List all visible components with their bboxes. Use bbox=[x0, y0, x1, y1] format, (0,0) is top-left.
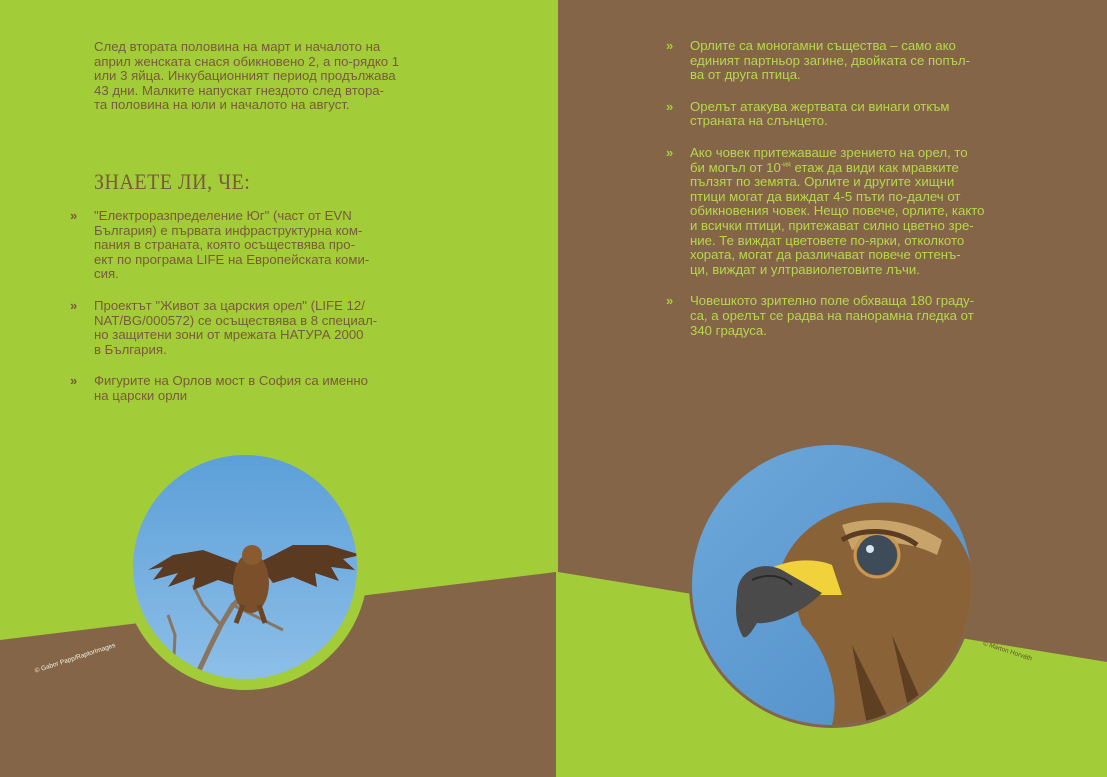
fact-line: сия. bbox=[94, 266, 119, 282]
fact-text: би могъл от 10 bbox=[690, 159, 781, 175]
fact-line: Ако човек притежаваше зрението на орел, то bbox=[690, 144, 968, 160]
right-photo-credit: © Márton Horváth bbox=[981, 640, 1033, 663]
fact-line: България) е първата инфраструктурна ком- bbox=[94, 222, 363, 238]
fact-line: и всички птици, притежават силно цветно зре- bbox=[690, 217, 974, 233]
intro-paragraph bbox=[94, 40, 466, 113]
chevron-right-icon: » bbox=[666, 144, 671, 160]
intro-line: април женската снася обикновено 2, а по-рядко 1 bbox=[94, 53, 400, 69]
fact-line: в България. bbox=[94, 341, 167, 357]
fact-line: ние. Те виждат цветовете по-ярки, отколкото bbox=[690, 232, 965, 248]
eagle-landing-photo bbox=[133, 455, 357, 679]
fact-line: Фигурите на Орлов мост в София са именно bbox=[94, 373, 369, 389]
fact-line: на царски орли bbox=[94, 387, 188, 403]
right-facts-list bbox=[666, 38, 1024, 355]
chevron-right-icon: » bbox=[666, 38, 671, 53]
list-item bbox=[70, 208, 466, 282]
eagle-head-photo bbox=[692, 445, 972, 725]
list-item bbox=[666, 293, 1024, 338]
left-photo-credit: © Gabor Papp/RaptorImages bbox=[34, 641, 117, 675]
intro-line: или 3 яйца. Инкубационният период продължава bbox=[94, 68, 396, 84]
fact-line: хората, могат да различават повече оттенъ- bbox=[690, 247, 961, 263]
fact-line: NAT/BG/000572) се осъществява в 8 специал- bbox=[94, 312, 378, 328]
chevron-right-icon: » bbox=[70, 208, 75, 223]
chevron-right-icon: » bbox=[70, 297, 75, 313]
intro-line: 43 дни. Малките напускат гнездото след втора- bbox=[94, 82, 385, 98]
fact-line: Проектът "Живот за царския орел" (LIFE 12/ bbox=[94, 297, 365, 313]
fact-line: Орелът атакува жертвата си винаги откъм bbox=[690, 98, 950, 114]
intro-line: та половина на юли и началото на август. bbox=[94, 97, 350, 113]
list-item bbox=[70, 373, 466, 403]
fact-line bbox=[690, 161, 1024, 176]
superscript: -ия bbox=[780, 161, 791, 169]
chevron-right-icon: » bbox=[70, 373, 75, 389]
chevron-right-icon: » bbox=[666, 98, 671, 114]
fact-line: единият партньор загине, двойката се попъл- bbox=[690, 52, 970, 68]
fact-line: страната на слънцето. bbox=[690, 113, 828, 129]
list-item bbox=[70, 297, 466, 357]
fact-line: пълзят по земята. Орлите и другите хищни bbox=[690, 174, 955, 190]
did-you-know-heading: ЗНАЕТЕ ЛИ, ЧЕ: bbox=[94, 170, 251, 195]
fact-text: етаж да види как мравките bbox=[790, 159, 959, 175]
fact-line: ект по програма LIFE на Европейската коми- bbox=[94, 251, 370, 267]
intro-line: След втората половина на март и началото на bbox=[94, 39, 381, 54]
fact-line: ци, виждат и ултравиолетовите лъчи. bbox=[690, 261, 920, 277]
fact-line: но защитени зони от мрежата НАТУРА 2000 bbox=[94, 327, 364, 343]
list-item bbox=[666, 38, 1024, 83]
fact-line: "Електроразпределение Юг" (част от EVN bbox=[94, 208, 352, 223]
fact-line: пания в страната, която осъществява про- bbox=[94, 237, 355, 253]
fact-line: птици могат да виждат 4-5 пъти по-далеч от bbox=[690, 188, 961, 204]
fact-line: обикновения човек. Нещо повече, орлите, както bbox=[690, 203, 985, 219]
list-item bbox=[666, 98, 1024, 129]
fact-line: ва от друга птица. bbox=[690, 67, 801, 83]
fact-line: 340 градуса. bbox=[690, 322, 767, 338]
list-item bbox=[666, 144, 1024, 277]
left-facts-list bbox=[70, 208, 466, 421]
chevron-right-icon: » bbox=[666, 293, 671, 309]
fact-line: Човешкото зрително поле обхваща 180 граду- bbox=[690, 293, 975, 309]
fact-line: са, а орелът се радва на панорамна гледка от bbox=[690, 307, 974, 323]
fact-line: Орлите са моногамни същества – само ако bbox=[690, 38, 956, 53]
